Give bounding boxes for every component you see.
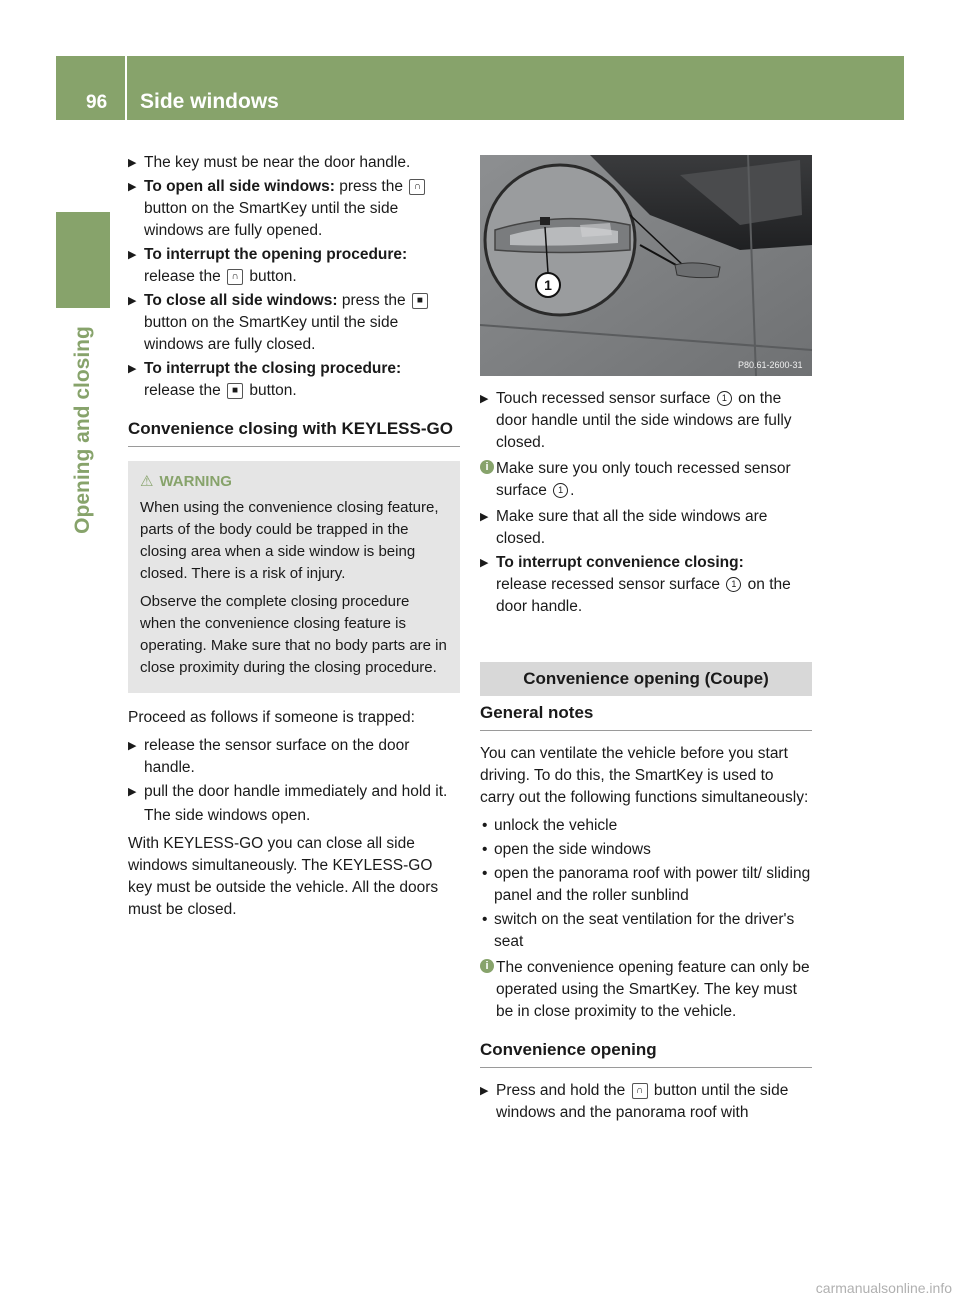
left-column [128, 152, 460, 927]
info-icon: i [480, 959, 494, 973]
paragraph: With KEYLESS-GO you can close all side windows simultaneously. The KEYLESS-GO key must be outside the vehicle. All the doors must be closed. [128, 835, 439, 918]
section-heading: General notes [480, 702, 812, 731]
instruction-step: ▶ pull the door handle immediately and hold it. [128, 781, 460, 803]
warning-text: Observe the complete closing procedure when the convenience closing feature is operating. Make sure that no body parts are in close proximity during the closing procedure. [140, 593, 447, 676]
instruction-step: ▶ The key must be near the door handle. [128, 152, 460, 174]
lock-icon: ■ [227, 383, 243, 399]
instruction-step: ▶ Press and hold the ∩ button until the side windows and the panorama roof with [480, 1082, 789, 1121]
instruction-step: ▶ Make sure that all the side windows are closed. [480, 508, 768, 547]
instruction-step: ▶ release the sensor surface on the door handle. [128, 737, 410, 776]
side-tab [56, 212, 110, 308]
info-note: i Make sure you only touch recessed sensor surface 1 . [480, 458, 812, 502]
chapter-label: Opening and closing [71, 326, 94, 534]
instruction-step: ▶ To interrupt the closing procedure: release the ■ button. [128, 360, 402, 399]
section-heading: Convenience opening [480, 1039, 812, 1068]
right-column [480, 388, 812, 1126]
arrow-icon: ▶ [128, 363, 137, 375]
list-item: • open the panorama roof with power tilt/ sliding panel and the roller sunblind [482, 865, 811, 904]
warning-icon: ⚠ [140, 473, 154, 490]
list-item: • unlock the vehicle [480, 815, 812, 837]
callout-number: 1 [544, 277, 552, 293]
bullet-icon: • [482, 865, 488, 882]
instruction-step: ▶ Touch recessed sensor surface 1 on the door handle until the side windows are fully closed. [480, 390, 792, 451]
instruction-step: ▶ To open all side windows: press the ∩ button on the SmartKey until the side windows are fully opened. [128, 176, 460, 242]
arrow-icon: ▶ [128, 786, 137, 798]
arrow-icon: ▶ [480, 557, 489, 569]
arrow-icon: ▶ [480, 1085, 489, 1097]
arrow-icon: ▶ [128, 295, 137, 307]
unlock-icon: ∩ [227, 269, 243, 285]
warning-title: ⚠ WARNING [140, 473, 232, 490]
section-heading: Convenience closing with KEYLESS-GO [128, 418, 460, 447]
arrow-icon: ▶ [480, 393, 489, 405]
arrow-icon: ▶ [128, 740, 137, 752]
list-item: • open the side windows [480, 839, 812, 861]
photo-caption: P80.61-2600-31 [738, 360, 803, 370]
bullet-icon: • [482, 817, 488, 834]
instruction-step: ▶ To close all side windows: press the ■ button on the SmartKey until the side windows are fully closed. [128, 290, 460, 356]
instruction-step: ▶ To interrupt convenience closing: release recessed sensor surface 1 on the door handle. [480, 554, 791, 615]
page-number: 96 [86, 92, 108, 113]
callout-1-icon: 1 [553, 483, 568, 498]
warning-text: When using the convenience closing feature, parts of the body could be trapped in the closing area when a side window is being closed. There is a risk of injury. [140, 499, 439, 582]
paragraph: Proceed as follows if someone is trapped: [128, 709, 415, 726]
arrow-icon: ▶ [480, 511, 489, 523]
unlock-icon: ∩ [632, 1083, 648, 1099]
callout-1-icon: 1 [717, 391, 732, 406]
arrow-icon: ▶ [128, 157, 137, 169]
callout-1-icon: 1 [726, 577, 741, 592]
bullet-icon: • [482, 911, 488, 928]
warning-box [128, 461, 460, 693]
section-title: Side windows [140, 90, 279, 113]
watermark: carmanualsonline.info [815, 1280, 952, 1296]
list-item: • switch on the seat ventilation for the driver's seat [482, 911, 795, 950]
door-handle-photo [480, 155, 812, 376]
bullet-icon: • [482, 841, 488, 858]
info-icon: i [480, 460, 494, 474]
instruction-step: ▶ To interrupt the opening procedure: release the ∩ button. [128, 246, 408, 285]
arrow-icon: ▶ [128, 249, 137, 261]
gray-section-heading: Convenience opening (Coupe) [480, 662, 812, 696]
arrow-icon: ▶ [128, 181, 137, 193]
paragraph: You can ventilate the vehicle before you start driving. To do this, the SmartKey is used to carry out the following functions simultaneously: [480, 745, 809, 806]
header-divider [125, 56, 127, 120]
step-result: The side windows open. [144, 807, 311, 824]
info-note: i The convenience opening feature can only be operated using the SmartKey. The key must be in close proximity to the vehicle. [480, 957, 812, 1023]
lock-icon: ■ [412, 293, 428, 309]
unlock-icon: ∩ [409, 179, 425, 195]
